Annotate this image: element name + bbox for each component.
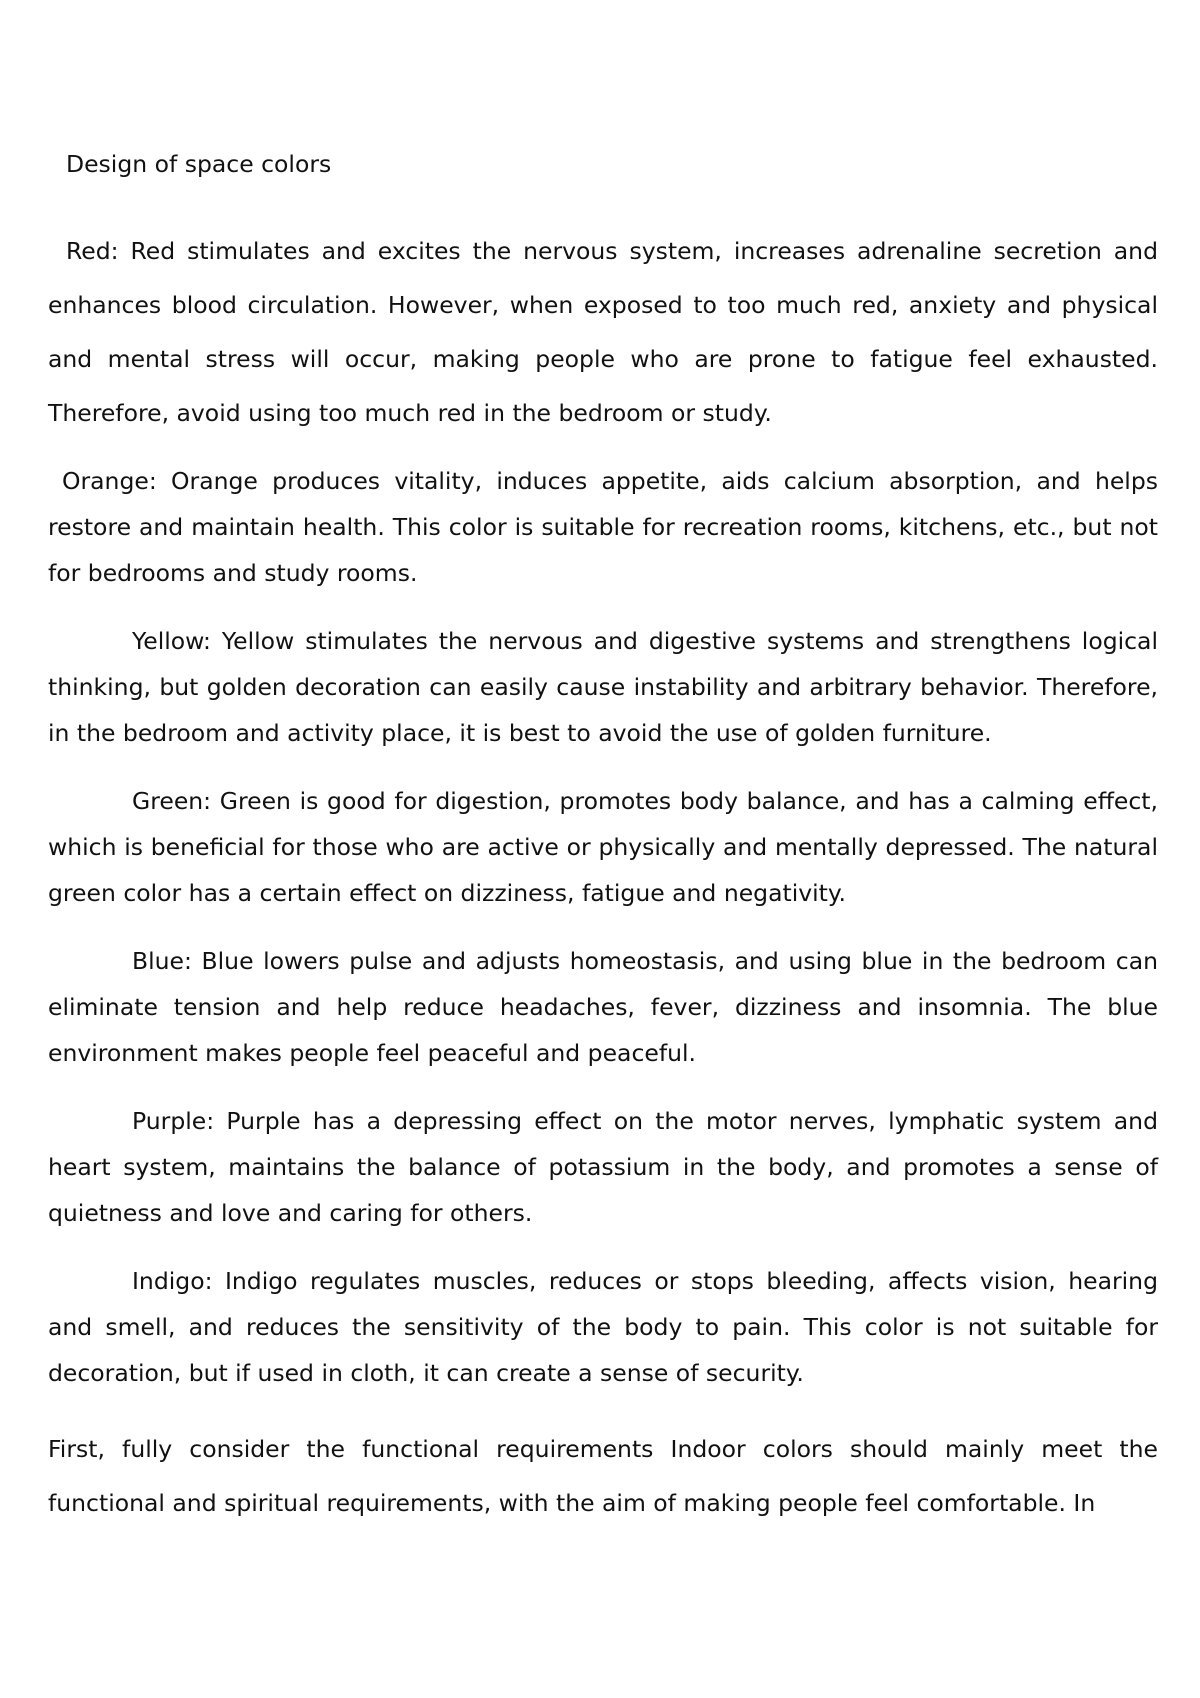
paragraph-green: Green: Green is good for digestion, promotes body balance, and has a calming effect, which is beneficial for those who are active or physically and mentally depressed. The natural green color has a certain effect on dizziness, fatigue and negativity.	[48, 787, 1158, 908]
document-page	[48, 150, 1158, 1530]
paragraph-red: Red: Red stimulates and excites the nervous system, increases adrenaline secretion and enhances blood circulation. However, when exposed to too much red, anxiety and physical and mental stress will occur, making people who are prone to fatigue feel exhausted. Therefore, avoid using too much red in the bedroom or study.	[48, 237, 1158, 428]
paragraph-first: First, fully consider the functional requirements Indoor colors should mainly meet the functional and spiritual requirements, with the aim of making people feel comfortable. In	[48, 1435, 1158, 1518]
document-title: Design of space colors	[66, 150, 332, 178]
paragraph-indigo: Indigo: Indigo regulates muscles, reduces or stops bleeding, affects vision, hearing and smell, and reduces the sensitivity of the body to pain. This color is not suitable for decoration, but if used in cloth, it can create a sense of security.	[48, 1267, 1158, 1388]
paragraph-blue: Blue: Blue lowers pulse and adjusts homeostasis, and using blue in the bedroom can eliminate tension and help reduce headaches, fever, dizziness and insomnia. The blue environment makes people feel peaceful and peaceful.	[48, 947, 1158, 1068]
paragraph-purple: Purple: Purple has a depressing effect on the motor nerves, lymphatic system and heart system, maintains the balance of potassium in the body, and promotes a sense of quietness and love and caring for others.	[48, 1107, 1158, 1228]
paragraph-orange: Orange: Orange produces vitality, induces appetite, aids calcium absorption, and helps restore and maintain health. This color is suitable for recreation rooms, kitchens, etc., but not for bedrooms and study rooms.	[48, 467, 1158, 588]
paragraph-yellow: Yellow: Yellow stimulates the nervous and digestive systems and strengthens logical thinking, but golden decoration can easily cause instability and arbitrary behavior. Therefore, in the bedroom and activity place, it is best to avoid the use of golden furniture.	[48, 627, 1158, 748]
